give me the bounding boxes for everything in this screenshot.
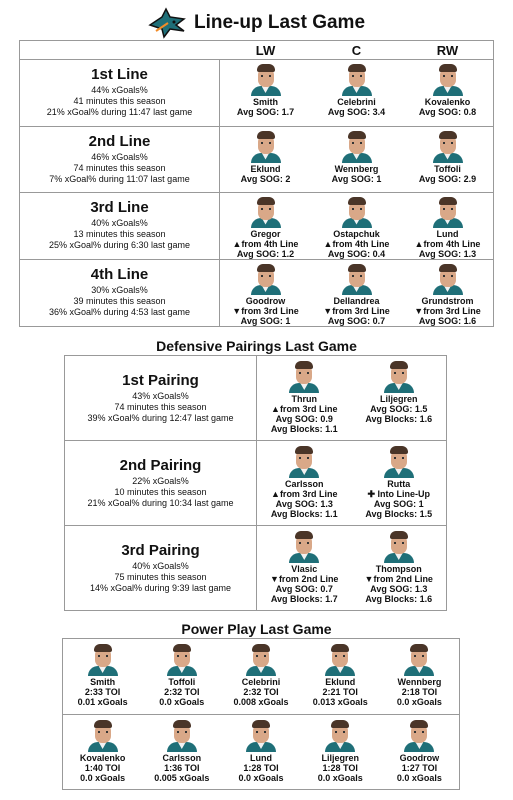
player-name: Carlsson	[284, 479, 324, 489]
powerplay-player-card	[63, 715, 142, 790]
line-minutes: 13 minutes this season	[73, 229, 166, 240]
pairing-xgoals: 43% xGoals%	[132, 390, 189, 401]
player-xgoals: 0.0 xGoals	[317, 773, 363, 783]
player-headshot	[340, 129, 374, 163]
player-headshot	[244, 718, 278, 752]
player-avg-sog: Avg SOG: 2	[240, 173, 291, 184]
player-headshot	[340, 62, 374, 96]
player-name: Smith	[252, 97, 278, 107]
player-headshot	[249, 262, 283, 296]
defenseman-card	[257, 526, 352, 610]
player-name: Celebrini	[337, 97, 376, 107]
player-headshot	[382, 359, 416, 393]
player-headshot	[287, 359, 321, 393]
defenseman-card	[257, 356, 352, 440]
pairing-last-game: 39% xGoal% during 12:47 last game	[87, 412, 234, 423]
player-toi: 2:32 TOI	[243, 687, 279, 697]
player-line-change: ▲from 4th Line	[323, 238, 390, 249]
player-avg-blocks: Avg Blocks: 1.1	[270, 424, 338, 434]
player-headshot	[249, 129, 283, 163]
player-toi: 2:33 TOI	[84, 687, 121, 697]
powerplay-section-title: Power Play Last Game	[181, 621, 332, 637]
line-xgoals: 30% xGoals%	[91, 285, 148, 296]
pairing-last-game: 21% xGoal% during 10:34 last game	[87, 497, 234, 508]
player-xgoals: 0.008 xGoals	[233, 697, 289, 707]
powerplay-player-card	[380, 639, 459, 714]
player-toi: 1:40 TOI	[84, 763, 121, 773]
defenseman-card	[352, 526, 447, 610]
powerplay-player-card	[142, 715, 221, 790]
player-avg-sog: Avg SOG: 0.7	[275, 584, 333, 594]
player-name: Eklund	[250, 163, 281, 174]
player-line-change: ▲from 4th Line	[232, 238, 299, 249]
powerplay-player-card	[301, 715, 380, 790]
pairing-row	[65, 441, 446, 526]
position-header-rw: RW	[436, 43, 459, 58]
player-avg-sog: Avg SOG: 1.3	[275, 499, 333, 509]
player-avg-sog: Avg SOG: 2.9	[418, 173, 477, 184]
player-xgoals: 0.0 xGoals	[396, 773, 442, 783]
player-line-change: ▼from 3rd Line	[323, 306, 390, 316]
player-name: Dellandrea	[333, 296, 380, 306]
main-header	[0, 6, 513, 40]
player-headshot	[287, 444, 321, 478]
pairing-row	[65, 356, 446, 441]
player-avg-sog: Avg SOG: 0.7	[327, 316, 386, 326]
player-headshot	[165, 718, 199, 752]
player-name: Kovalenko	[424, 97, 471, 107]
line-last-game: 21% xGoal% during 11:47 last game	[46, 107, 193, 118]
powerplay-player-card	[142, 639, 221, 714]
pairing-minutes: 74 minutes this season	[114, 401, 207, 412]
pairing-minutes: 75 minutes this season	[114, 571, 207, 582]
player-xgoals: 0.01 xGoals	[77, 697, 128, 707]
player-headshot	[431, 195, 465, 228]
player-toi: 2:21 TOI	[322, 687, 358, 697]
line-last-game: 25% xGoal% during 6:30 last game	[48, 240, 191, 251]
player-avg-sog: Avg SOG: 1	[240, 316, 291, 326]
position-header-lw: LW	[255, 43, 276, 58]
line-last-game: 7% xGoal% during 11:07 last game	[49, 173, 190, 184]
player-avg-sog: Avg SOG: 1.5	[370, 404, 428, 414]
player-name: Wennberg	[397, 677, 442, 687]
powerplay-player-card	[63, 639, 142, 714]
pairing-xgoals: 22% xGoals%	[132, 475, 189, 486]
player-headshot	[431, 62, 465, 96]
player-name: Lund	[436, 228, 459, 239]
defenseman-card	[352, 356, 447, 440]
pairing-info	[65, 441, 257, 525]
player-headshot	[249, 195, 283, 228]
player-avg-sog: Avg SOG: 0.9	[275, 414, 333, 424]
player-card	[402, 260, 493, 327]
powerplay-row	[63, 639, 459, 715]
player-headshot	[340, 262, 374, 296]
player-avg-sog: Avg SOG: 0.4	[327, 248, 386, 259]
defensive-pairings-table	[64, 355, 447, 611]
player-name: Gregor	[250, 228, 281, 239]
powerplay-player-card	[221, 639, 300, 714]
pairing-name: 2nd Pairing	[119, 456, 202, 474]
player-name: Goodrow	[399, 753, 440, 763]
line-name: 4th Line	[90, 266, 149, 284]
player-name: Thrun	[291, 394, 317, 404]
player-xgoals: 0.0 xGoals	[80, 773, 126, 783]
line-last-game: 36% xGoal% during 4:53 last game	[48, 307, 191, 318]
powerplay-row	[63, 715, 459, 790]
defenseman-card	[257, 441, 352, 525]
player-name: Goodrow	[245, 296, 286, 306]
player-name: Liljegren	[321, 753, 359, 763]
player-line-change: ▼from 3rd Line	[414, 306, 481, 316]
player-line-change: ▼from 2nd Line	[270, 574, 339, 584]
player-xgoals: 0.005 xGoals	[154, 773, 210, 783]
player-avg-sog: Avg SOG: 1.3	[370, 584, 428, 594]
player-toi: 1:36 TOI	[164, 763, 200, 773]
pairing-minutes: 10 minutes this season	[114, 486, 207, 497]
line-name: 1st Line	[91, 66, 148, 84]
player-headshot	[340, 195, 374, 228]
pairing-xgoals: 40% xGoals%	[132, 560, 189, 571]
line-minutes: 74 minutes this season	[73, 162, 166, 173]
line-name: 3rd Line	[90, 199, 149, 217]
powerplay-player-card	[221, 715, 300, 790]
line-info	[20, 260, 220, 327]
player-headshot	[287, 529, 321, 563]
player-avg-sog: Avg SOG: 1.6	[418, 316, 477, 326]
pairing-info	[65, 356, 257, 440]
player-name: Toffoli	[168, 677, 196, 687]
player-card	[220, 193, 311, 259]
player-headshot	[86, 642, 120, 676]
player-headshot	[402, 718, 436, 752]
line-row	[20, 60, 493, 127]
player-card	[220, 60, 311, 126]
player-headshot	[323, 718, 357, 752]
player-headshot	[165, 642, 199, 676]
line-row	[20, 127, 493, 194]
player-avg-blocks: Avg Blocks: 1.7	[270, 594, 338, 604]
player-toi: 1:28 TOI	[243, 763, 279, 773]
player-headshot	[86, 718, 120, 752]
pairing-name: 3rd Pairing	[121, 541, 200, 559]
player-xgoals: 0.0 xGoals	[238, 773, 284, 783]
player-avg-sog: Avg SOG: 1.2	[236, 248, 295, 259]
defense-section-title: Defensive Pairings Last Game	[156, 338, 357, 354]
player-name: Kovalenko	[79, 753, 126, 763]
player-name: Rutta	[387, 479, 411, 489]
player-name: Celebrini	[241, 677, 281, 687]
position-header-c: C	[351, 43, 362, 58]
line-name: 2nd Line	[88, 132, 151, 150]
player-avg-sog: Avg SOG: 1	[373, 499, 424, 509]
player-avg-blocks: Avg Blocks: 1.5	[365, 509, 433, 519]
player-headshot	[402, 642, 436, 676]
player-avg-sog: Avg SOG: 1.3	[418, 248, 477, 259]
player-xgoals: 0.0 xGoals	[159, 697, 205, 707]
player-toi: 1:27 TOI	[401, 763, 438, 773]
player-name: Wennberg	[334, 163, 379, 174]
player-headshot	[382, 529, 416, 563]
line-minutes: 41 minutes this season	[73, 96, 166, 107]
player-toi: 1:28 TOI	[322, 763, 358, 773]
player-card	[402, 60, 493, 126]
page-title: Line-up Last Game	[193, 12, 366, 33]
forward-lines-table	[19, 40, 494, 327]
player-toi: 2:18 TOI	[401, 687, 438, 697]
powerplay-player-card	[380, 715, 459, 790]
player-name: Smith	[90, 677, 116, 687]
player-name: Vlasic	[291, 564, 318, 574]
defenseman-card	[352, 441, 447, 525]
shark-logo-icon	[148, 7, 188, 39]
player-name: Ostapchuk	[333, 228, 380, 239]
player-name: Grundstrom	[421, 296, 474, 306]
powerplay-player-card	[301, 639, 380, 714]
player-headshot	[244, 642, 278, 676]
player-line-change: ▲from 4th Line	[414, 238, 481, 249]
pairing-name: 1st Pairing	[122, 371, 199, 389]
player-headshot	[431, 262, 465, 296]
player-line-change: ▼from 3rd Line	[232, 306, 299, 316]
line-row	[20, 260, 493, 327]
player-xgoals: 0.013 xGoals	[312, 697, 368, 707]
player-avg-blocks: Avg Blocks: 1.1	[270, 509, 338, 519]
player-avg-blocks: Avg Blocks: 1.6	[365, 414, 433, 424]
player-name: Liljegren	[379, 394, 418, 404]
player-card	[402, 193, 493, 259]
player-xgoals: 0.0 xGoals	[396, 697, 442, 707]
line-xgoals: 40% xGoals%	[91, 218, 148, 229]
pairing-info	[65, 526, 257, 610]
position-header-row	[20, 41, 493, 60]
line-info	[20, 60, 220, 126]
player-name: Lund	[250, 753, 272, 763]
pairing-row	[65, 526, 446, 610]
player-avg-sog: Avg SOG: 1	[331, 173, 382, 184]
player-line-change: ✚ Into Line-Up	[367, 489, 431, 499]
player-avg-blocks: Avg Blocks: 1.6	[365, 594, 433, 604]
powerplay-table	[62, 638, 460, 790]
player-card	[402, 127, 493, 193]
player-card	[311, 127, 402, 193]
line-row	[20, 193, 493, 260]
player-line-change: ▼from 2nd Line	[364, 574, 433, 584]
player-card	[220, 127, 311, 193]
player-line-change: ▲from 3rd Line	[271, 489, 338, 499]
line-info	[20, 127, 220, 193]
player-headshot	[431, 129, 465, 163]
line-info	[20, 193, 220, 259]
player-name: Carlsson	[162, 753, 202, 763]
player-avg-sog: Avg SOG: 3.4	[327, 107, 386, 117]
player-headshot	[323, 642, 357, 676]
line-xgoals: 44% xGoals%	[91, 85, 148, 96]
player-avg-sog: Avg SOG: 1.7	[236, 107, 295, 117]
player-name: Toffoli	[434, 163, 461, 174]
player-card	[220, 260, 311, 327]
player-headshot	[249, 62, 283, 96]
line-minutes: 39 minutes this season	[73, 296, 166, 307]
pairing-last-game: 14% xGoal% during 9:39 last game	[89, 582, 232, 593]
line-xgoals: 46% xGoals%	[91, 151, 148, 162]
player-card	[311, 260, 402, 327]
player-avg-sog: Avg SOG: 0.8	[418, 107, 477, 117]
player-name: Eklund	[325, 677, 356, 687]
player-toi: 2:32 TOI	[164, 687, 200, 697]
player-card	[311, 193, 402, 259]
player-line-change: ▲from 3rd Line	[271, 404, 338, 414]
player-headshot	[382, 444, 416, 478]
player-name: Thompson	[375, 564, 422, 574]
player-card	[311, 60, 402, 126]
